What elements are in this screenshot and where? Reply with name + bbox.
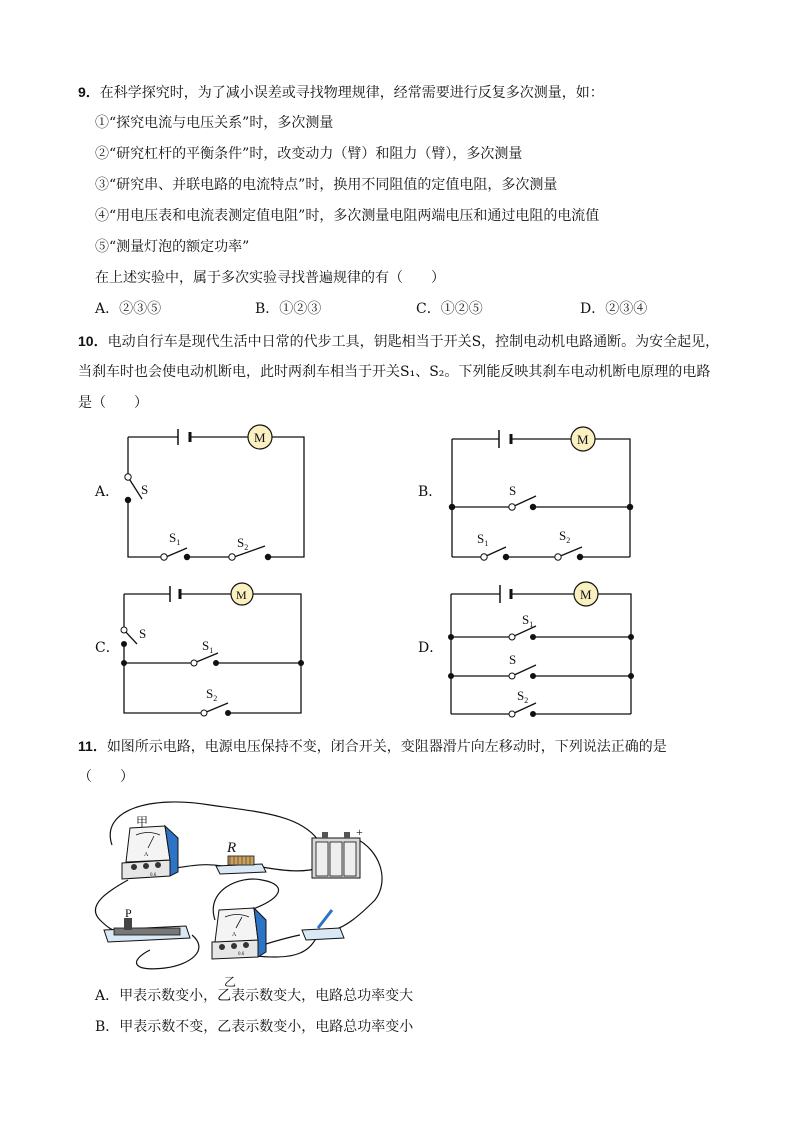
circuit-d-motor-label: M — [580, 587, 592, 602]
q9-option-c: C．①②⑤ — [416, 301, 483, 317]
circuit-d — [451, 585, 631, 714]
label-ammeter-jia-a: A — [144, 852, 149, 858]
rheostat — [104, 918, 190, 942]
circuit-b-label: B． — [418, 484, 443, 500]
q11-stem-text: 如图所示电路，电源电压保持不变，闭合开关，变阻器滑片向左移动时，下列说法正确的是 — [106, 739, 667, 755]
q11-stem-2: （ ） — [78, 769, 134, 785]
q9-option-b: B．①②③ — [255, 301, 322, 317]
circuit-b-switch-s1: $S_1$ — [477, 531, 489, 548]
circuit-b-switch-s: S — [509, 483, 517, 498]
q9-option-d: D．②③④ — [580, 301, 648, 317]
battery-pack — [312, 832, 360, 878]
circuit-d-switch-s1: $S_1$ — [522, 612, 534, 629]
q9-stem: 9．在科学探究时，为了减小误差或寻找物理规律，经常需要进行反复多次测量，如： — [78, 84, 604, 101]
circuit-a — [128, 429, 304, 557]
q11-option-a: A．甲表示数变小，乙表示数变大，电路总功率变大 — [95, 988, 414, 1004]
label-ammeter-jia-scale: 0.6 — [150, 873, 157, 878]
circuit-a-switch-s2: $S_2$ — [237, 535, 249, 552]
q9-item-2: ②“研究杠杆的平衡条件”时，改变动力（臂）和阻力（臂），多次测量 — [95, 146, 523, 162]
label-ammeter-yi-scale: 0.6 — [238, 952, 245, 957]
q9-item-1: ①“探究电流与电压关系”时，多次测量 — [95, 115, 334, 131]
q10-stem-1: 10．电动自行车是现代生活中日常的代步工具，钥匙相当于开关S，控制电动机电路通断。为安全起见， — [78, 333, 720, 350]
circuit-b-motor-label: M — [577, 432, 589, 447]
circuit-d-switch-s: S — [509, 652, 517, 667]
label-r: R — [227, 840, 237, 856]
circuit-c-switch-s1: $S_1$ — [202, 638, 214, 655]
q11-figure — [95, 802, 382, 989]
q10-number: 10 — [78, 333, 94, 349]
q9-item-5: ⑤“测量灯泡的额定功率” — [95, 239, 250, 255]
label-plus: + — [356, 825, 363, 839]
circuit-a-label: A． — [95, 484, 120, 500]
label-ammeter-yi-a: A — [232, 932, 237, 938]
q11-stem-1: 11．如图所示电路，电源电压保持不变，闭合开关，变阻器滑片向左移动时，下列说法正确的是 — [78, 738, 667, 755]
resistor-r — [216, 856, 266, 874]
circuit-a-switch-s: S — [141, 482, 149, 497]
circuit-a-motor-label: M — [254, 430, 266, 445]
circuit-b-switch-s2: $S_2$ — [559, 528, 571, 545]
q10-stem-2: 当刹车时也会使电动机断电，此时两刹车相当于开关S₁、S₂。下列能反映其刹车电动机断电原理的电路 — [78, 364, 711, 380]
q9-item-4: ④“用电压表和电流表测定值电阻”时，多次测量电阻两端电压和通过电阻的电流值 — [95, 208, 600, 224]
label-p: P — [125, 906, 132, 920]
label-yi: 乙 — [224, 975, 237, 989]
q10-stem-text: 电动自行车是现代生活中日常的代步工具，钥匙相当于开关S，控制电动机电路通断。为安全起见， — [107, 334, 720, 350]
q9-option-a: A．②③⑤ — [95, 301, 162, 317]
circuit-c-switch-s2: $S_2$ — [206, 686, 218, 703]
q11-option-b: B．甲表示数不变，乙表示数变小，电路总功率变小 — [95, 1019, 414, 1035]
circuit-a-switch-s1: $S_1$ — [169, 530, 181, 547]
circuit-c-switch-s: S — [139, 626, 147, 641]
q9-number: 9 — [78, 84, 86, 100]
circuit-c-motor-label: M — [236, 588, 247, 602]
knife-switch — [302, 910, 344, 940]
q9-item-3: ③“研究串、并联电路的电流特点”时，换用不同阻值的定值电阻，多次测量 — [95, 177, 558, 193]
circuit-c-label: C． — [95, 640, 120, 656]
ammeter-jia — [122, 826, 178, 879]
circuit-d-label: D． — [418, 640, 444, 656]
q10-stem-3: 是（ ） — [78, 395, 148, 411]
circuit-d-switch-s2: $S_2$ — [517, 688, 529, 705]
q9-stem-text: 在科学探究时，为了减小误差或寻找物理规律，经常需要进行反复多次测量，如： — [99, 85, 604, 101]
label-jia: 甲 — [136, 815, 149, 829]
q11-number: 11 — [78, 738, 93, 754]
q9-question: 在上述实验中，属于多次实验寻找普遍规律的有（ ） — [95, 270, 445, 286]
